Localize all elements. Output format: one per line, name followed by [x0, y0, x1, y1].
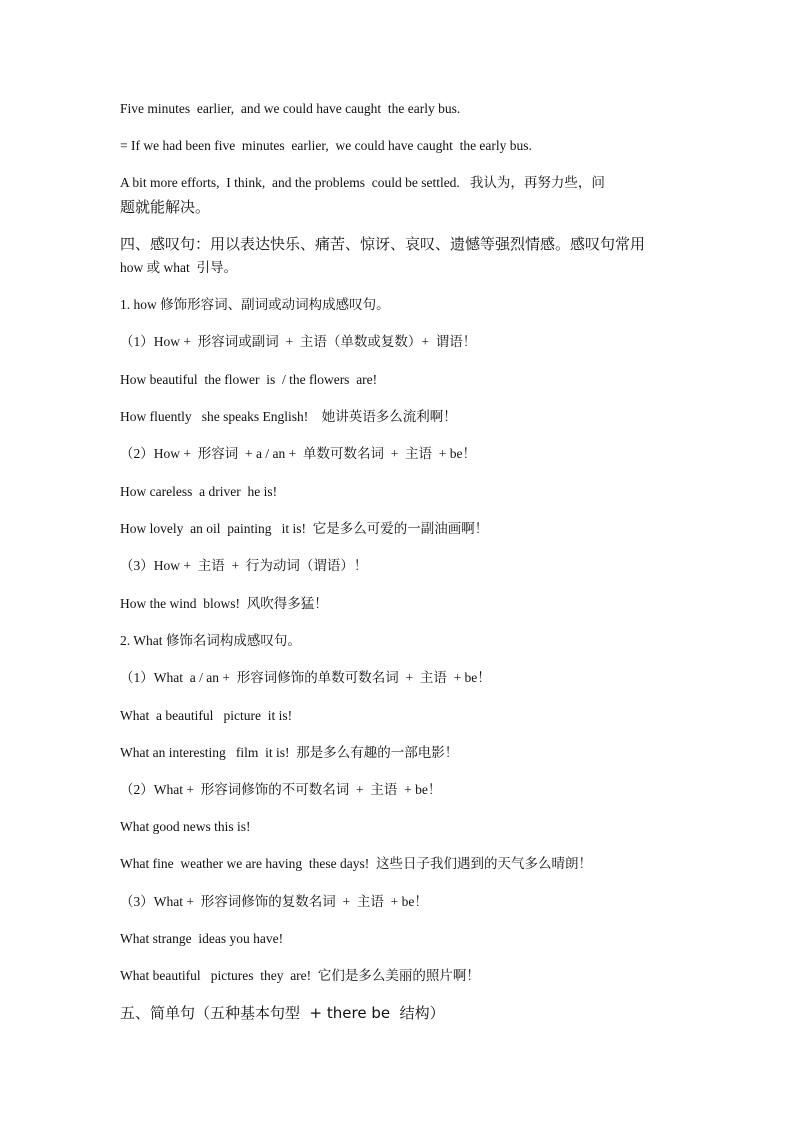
rule-line: （2）What + 形容词修饰的不可数名词 + 主语 + be！: [120, 782, 442, 797]
example-line: How beautiful the flower is / the flowers are!: [120, 372, 378, 387]
example-line: What good news this is!: [120, 819, 251, 834]
rule-line: （3）How + 主语 + 行为动词（谓语）！: [120, 558, 368, 573]
example-line: What fine weather we are having these days! 这些日子我们遇到的天气多么晴朗！: [120, 856, 593, 871]
section-heading: 四、感叹句：用以表达快乐、痛苦、惊讶、哀叹、遗憾等强烈情感。感叹句常用: [120, 235, 646, 253]
section-heading: 五、简单句（五种基本句型 + there be 结构）: [120, 1004, 445, 1022]
example-line: How careless a driver he is!: [120, 484, 278, 499]
example-line: How the wind blows! 风吹得多猛！: [120, 596, 328, 611]
text-line: 题就能解决。: [120, 198, 211, 216]
example-line: What strange ideas you have!: [120, 931, 284, 946]
example-line: What beautiful pictures they are! 它们是多么美丽的照片啊！: [120, 968, 480, 983]
text-line: how 或 what 引导。: [120, 260, 237, 275]
rule-line: （1）How + 形容词或副词 + 主语（单数或复数）+ 谓语！: [120, 334, 477, 349]
example-line: How fluently she speaks English! 她讲英语多么流利啊！: [120, 409, 457, 424]
text-line: A bit more efforts, I think, and the problems could be settled. 我认为，再努力些，问: [120, 175, 605, 190]
rule-line: （3）What + 形容词修饰的复数名词 + 主语 + be！: [120, 894, 428, 909]
example-line: What a beautiful picture it is!: [120, 708, 293, 723]
rule-line: （2）How + 形容词 + a / an + 单数可数名词 + 主语 + be！: [120, 446, 477, 461]
rule-line: （1）What a / an + 形容词修饰的单数可数名词 + 主语 + be！: [120, 670, 491, 685]
text-line: Five minutes earlier, and we could have caught the early bus.: [120, 101, 461, 116]
example-line: How lovely an oil painting it is! 它是多么可爱的一副油画啊！: [120, 521, 489, 536]
subsection-heading: 1. how 修饰形容词、副词或动词构成感叹句。: [120, 297, 390, 312]
text-line: = If we had been five minutes earlier, we could have caught the early bus.: [120, 138, 532, 153]
subsection-heading: 2. What 修饰名词构成感叹句。: [120, 633, 301, 648]
example-line: What an interesting film it is! 那是多么有趣的一部电影！: [120, 745, 459, 760]
